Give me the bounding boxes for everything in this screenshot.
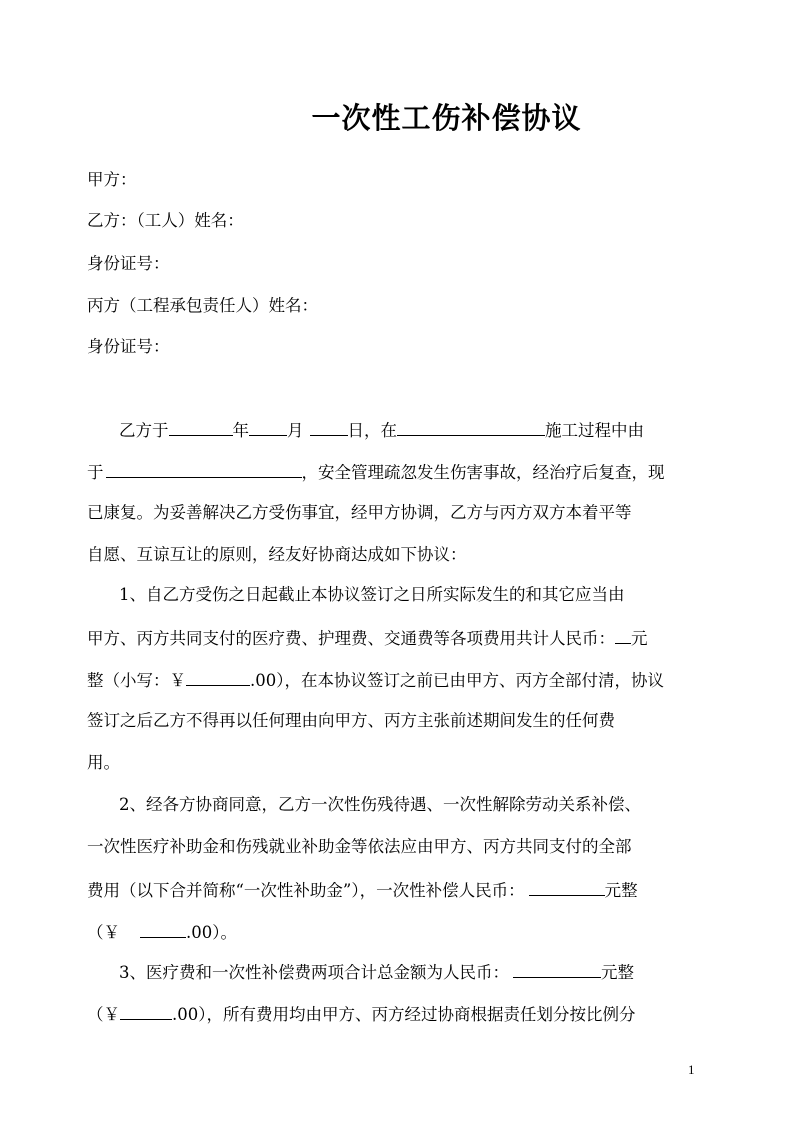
party-c-id-label: 身份证号： xyxy=(87,337,170,356)
document-title: 一次性工伤补偿协议 xyxy=(311,101,582,135)
accident-location-blank xyxy=(397,417,545,436)
intro-text: 年 xyxy=(232,421,249,440)
accident-cause-blank xyxy=(106,459,302,478)
clause-text: 甲方、丙方共同支付的医疗费、护理费、交通费等各项费用共计人民币： xyxy=(87,629,615,648)
clause-text: .00），所有费用均由甲方、丙方经过协商根据责任划分按比例分 xyxy=(172,1005,636,1024)
intro-text: 于 xyxy=(87,463,104,482)
intro-text: 日，在 xyxy=(347,421,397,440)
compensation-amount-blank xyxy=(529,877,605,896)
clause-1-line-3 xyxy=(87,667,664,691)
clause-3-line-2 xyxy=(87,1001,636,1025)
clause-text: 费用（以下合并简称“一次性补助金”），一次性补偿人民币： xyxy=(87,881,525,900)
party-c-name-label: 丙方（工程承包责任人）姓名： xyxy=(87,296,318,315)
clause-1-line-5: 用。 xyxy=(87,753,120,772)
clause-text: .00）。 xyxy=(186,923,237,942)
clause-2-line-2: 一次性医疗补助金和伤残就业补助金等依法应由甲方、丙方共同支付的全部 xyxy=(87,837,632,856)
page-number: 1 xyxy=(688,1062,695,1077)
party-b-id-label: 身份证号： xyxy=(87,254,170,273)
clause-text: 元整 xyxy=(601,963,634,982)
accident-month-blank xyxy=(249,417,287,436)
intro-line-2 xyxy=(87,459,665,483)
intro-text: 施工过程中由 xyxy=(545,421,644,440)
clause-1-line-4: 签订之后乙方不得再以任何理由向甲方、丙方主张前述期间发生的任何费 xyxy=(87,711,615,730)
clause-text: .00），在本协议签订之前已由甲方、丙方全部付清，协议 xyxy=(250,671,664,690)
clause-2-line-4 xyxy=(87,919,237,943)
party-a-label: 甲方： xyxy=(87,170,137,189)
clause-text: 元 xyxy=(631,629,648,648)
intro-line-1 xyxy=(119,417,644,441)
total-amount-blank xyxy=(513,959,601,978)
clause-2-line-3 xyxy=(87,877,638,901)
medical-fee-amount-blank xyxy=(615,625,631,644)
total-figure-blank xyxy=(120,1001,172,1020)
clause-text: （￥ xyxy=(87,923,120,942)
clause-1-line-1: 1、自乙方受伤之日起截止本协议签订之日所实际发生的和其它应当由 xyxy=(119,585,625,604)
compensation-figure-blank xyxy=(140,919,186,938)
clause-text: （￥ xyxy=(87,1005,120,1024)
clause-1-line-2 xyxy=(87,625,648,649)
intro-line-3: 已康复。为妥善解决乙方受伤事宜，经甲方协调，乙方与丙方双方本着平等 xyxy=(87,503,632,522)
clause-text: 整（小写：￥ xyxy=(87,671,186,690)
medical-fee-figure-blank xyxy=(186,667,250,686)
clause-text: 元整 xyxy=(604,881,638,900)
intro-text: 乙方于 xyxy=(119,421,169,440)
accident-day-blank xyxy=(310,417,348,436)
clause-text: 3、医疗费和一次性补偿费两项合计总金额为人民币： xyxy=(119,963,509,982)
clause-3-line-1 xyxy=(119,959,634,983)
intro-text: ，安全管理疏忽发生伤害事故，经治疗后复查，现 xyxy=(301,463,665,482)
intro-text: 月 xyxy=(287,421,304,440)
accident-year-blank xyxy=(169,417,233,436)
intro-line-4: 自愿、互谅互让的原则，经友好协商达成如下协议： xyxy=(87,545,467,564)
clause-2-line-1: 2、经各方协商同意，乙方一次性伤残待遇、一次性解除劳动关系补偿、 xyxy=(119,795,641,814)
party-b-name-label: 乙方：（工人）姓名： xyxy=(87,211,244,230)
